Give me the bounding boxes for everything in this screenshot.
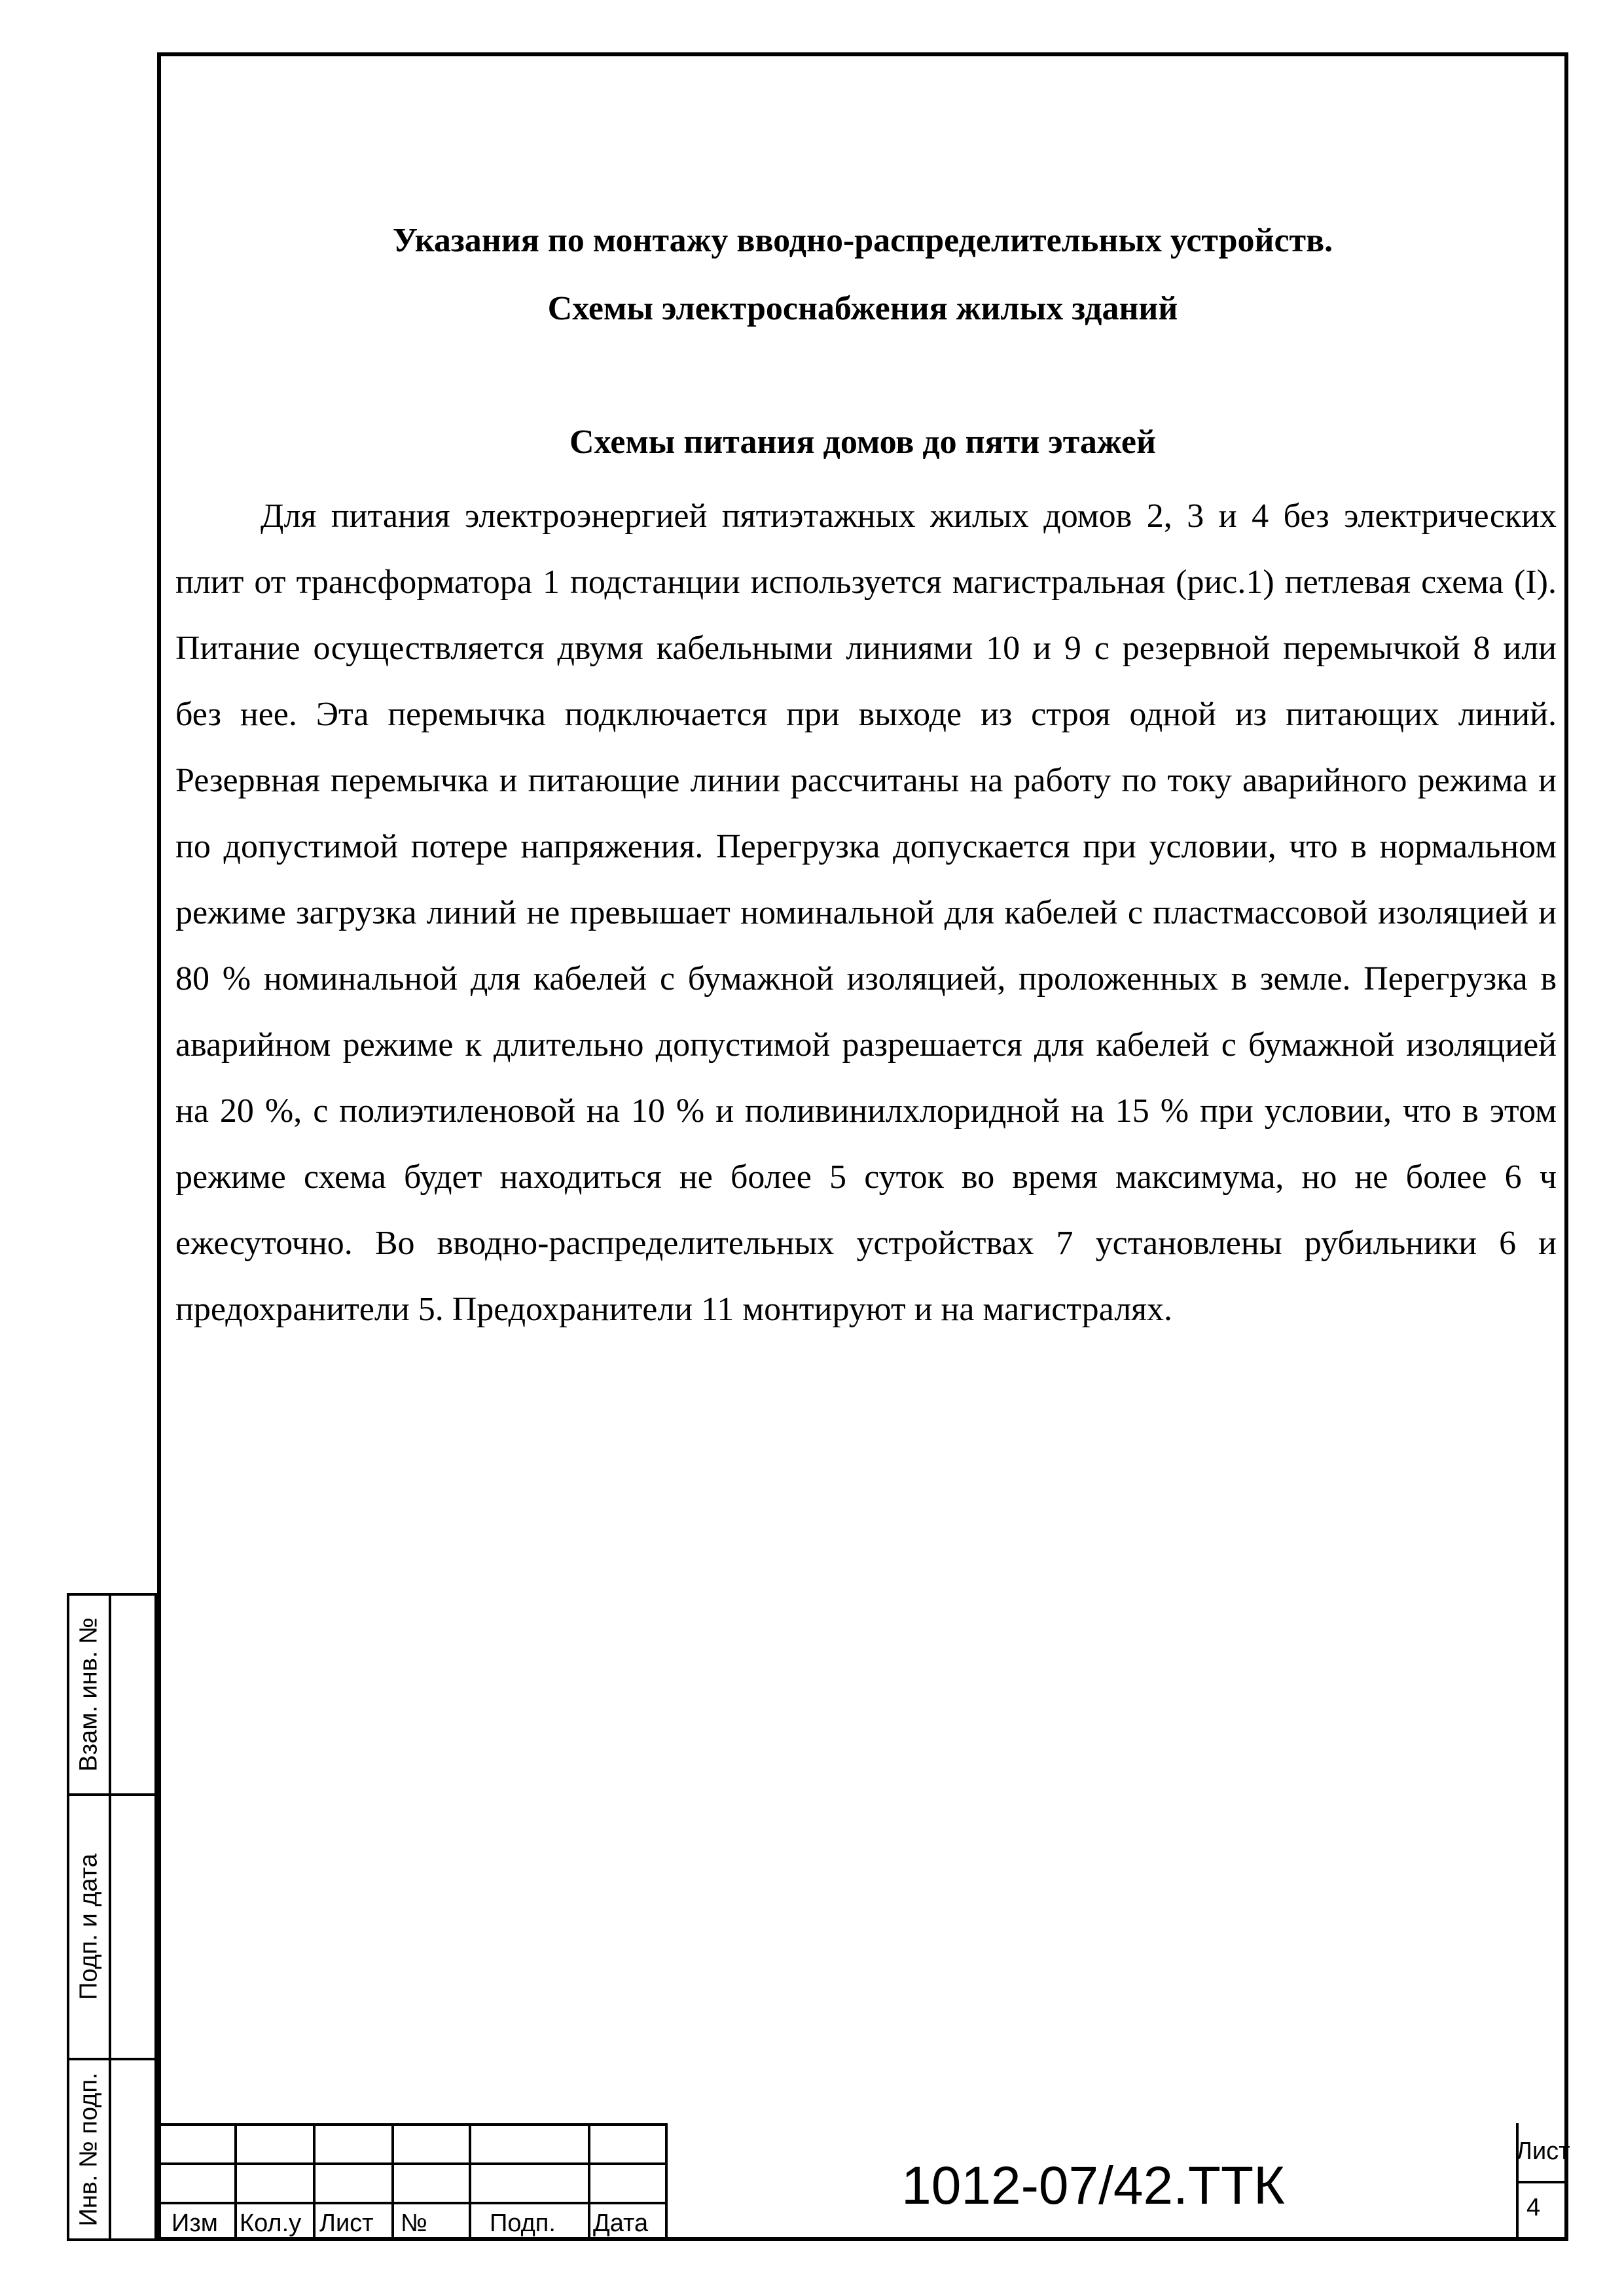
section-heading: Схемы питания домов до пяти этажей <box>569 423 1156 461</box>
side-stamp-inventory <box>67 2058 157 2241</box>
side-stamp-replacement <box>67 1593 157 1796</box>
title-block-row-line <box>157 2162 668 2165</box>
title-block-col-line <box>469 2123 471 2241</box>
title-block-col-line <box>313 2123 316 2241</box>
title-block-col-line <box>588 2123 590 2241</box>
side-label-replacement: Взам. инв. № <box>75 1617 103 1772</box>
document-heading-2: Схемы электроснабжения жилых зданий <box>547 290 1178 327</box>
document-code: 1012-07/42.ТТК <box>901 2156 1285 2215</box>
document-heading-1: Указания по монтажу вводно-распределительных устройств. <box>392 222 1333 259</box>
sheet-number: 4 <box>1526 2194 1541 2221</box>
title-block-col-line <box>234 2123 237 2241</box>
col-header-kolu: Кол.у <box>240 2210 302 2237</box>
title-block-col-line <box>391 2123 394 2241</box>
title-block-row-line <box>157 2202 668 2204</box>
side-label-inventory: Инв. № подп. <box>75 2072 103 2227</box>
sheet-cell-divider <box>1516 2181 1568 2183</box>
side-stamp-signature <box>67 1793 157 2060</box>
side-label-signature: Подп. и дата <box>75 1854 103 2000</box>
title-block-row-line <box>157 2123 668 2126</box>
body-paragraph: Для питания электроэнергией пятиэтажных жилых домов 2, 3 и 4 без электрических плит от трансформатора 1 подстанции используется магистральная (рис.1) петлевая схема (I). Питание осуществляется двумя кабельными линиями 10 и 9 с резервной перемычкой 8 или без нее. Эта перемычка подключается при выходе из строя одной из питающих линий. Резервная перемычка и питающие линии рассчитаны на работу по току аварийного режима и по допустимой потере напряжения. Перегрузка допускается при условии, что в нормальном режиме загрузка линий не превышает номинальной для кабелей с пластмассовой изоляцией и 80 % номинальной для кабелей с бумажной изоляцией, проложенных в земле. Перегрузка в аварийном режиме к длительно допустимой разрешается для кабелей с бумажной изоляцией на 20 %, с полиэтиленовой на 10 % и поливинилхлоридной на 15 % при условии, что в этом режиме схема будет находиться не более 5 суток во время максимума, но не более 6 ч ежесуточно. Во вводно-распределительных устройствах 7 установлены рубильники 6 и предохранители 5. Предохранители 11 монтируют и на магистралях. <box>175 497 1557 1328</box>
col-header-number: № <box>401 2210 427 2237</box>
col-header-signature: Подп. <box>490 2210 556 2237</box>
title-block <box>157 2123 1568 2241</box>
col-header-list: Лист <box>319 2210 374 2237</box>
col-header-izm: Изм <box>171 2210 218 2237</box>
col-header-date: Дата <box>593 2210 649 2237</box>
sheet-label: Лист <box>1516 2138 1570 2165</box>
